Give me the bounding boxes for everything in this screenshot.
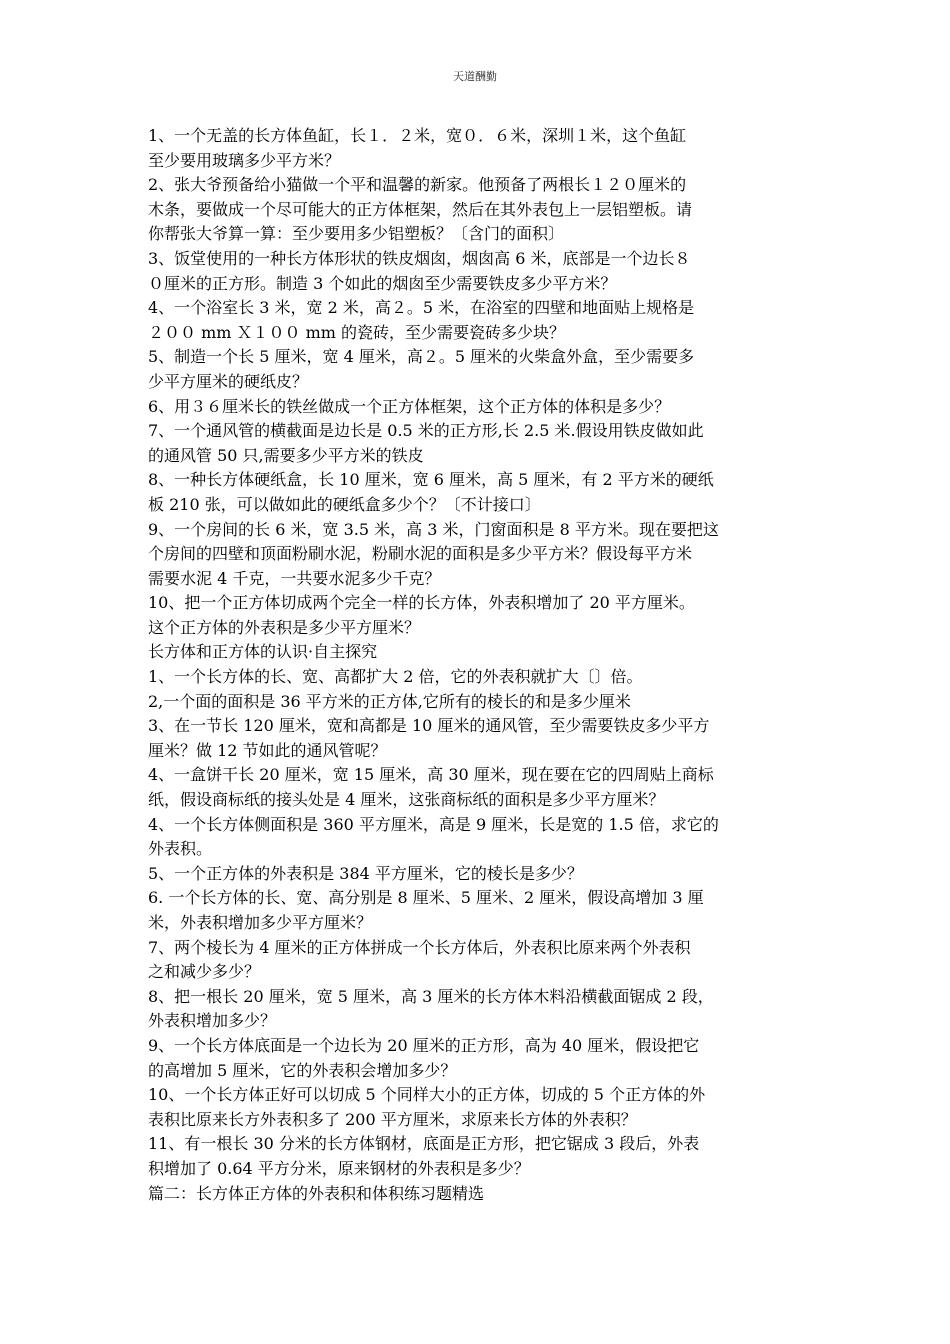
text-line: 5、一个正方体的外表积是 384 平方厘米，它的棱长是多少？ (148, 863, 583, 883)
text-line: 11、有一根长 30 分米的长方体钢材，底面是正方形，把它锯成 3 段后，外表 (148, 1134, 700, 1154)
text-line: 至少要用玻璃多少平方米？ (148, 150, 341, 170)
text-line: 木条，要做成一个尽可能大的正方体框架，然后在其外表包上一层铝塑板。请 (148, 199, 693, 219)
text-line: 这个正方体的外表积是多少平方厘米？ (148, 617, 421, 637)
text-line: ０厘米的正方形。制造 3 个如此的烟囱至少需要铁皮多少平方米？ (148, 273, 617, 293)
text-line: 积增加了 0.64 平方分米，原来钢材的外表积是多少？ (148, 1158, 530, 1178)
text-line: 7、一个通风管的横截面是边长是 0.5 米的正方形,长 2.5 米.假设用铁皮做如此 (148, 421, 704, 441)
text-line: 厘米？做 12 节如此的通风管呢？ (148, 740, 387, 760)
text-line: 8、一种长方体硬纸盒，长 10 厘米，宽 6 厘米，高 5 厘米，有 2 平方米的硬纸 (148, 470, 714, 490)
text-line: 6. 一个长方体的长、宽、高分别是 8 厘米、5 厘米、2 厘米，假设高增加 3 厘 (148, 888, 704, 908)
text-line: 8、把一根长 20 厘米，宽 5 厘米，高 3 厘米的长方体木料沿横截面锯成 2 段， (148, 986, 714, 1006)
text-line: 7、两个棱长为 4 厘米的正方体拼成一个长方体后，外表积比原来两个外表积 (148, 937, 691, 957)
text-line: 你帮张大爷算一算：至少要用多少铝塑板？〔含门的面积〕 (148, 224, 565, 244)
text-line: 4、一盒饼干长 20 厘米，宽 15 厘米，高 30 厘米，现在要在它的四周贴上商标 (148, 765, 714, 785)
text-line: 表积比原来长方外表积多了 200 平方厘米，求原来长方体的外表积？ (148, 1109, 637, 1129)
text-line: 需要水泥 4 千克，一共要水泥多少千克？ (148, 568, 441, 588)
text-line: 少平方厘米的硬纸皮？ (148, 371, 309, 391)
document-body (148, 124, 808, 1206)
text-line: 外表积。 (148, 839, 213, 859)
text-line: 3、饭堂使用的一种长方体形状的铁皮烟囱，烟囱高 6 米，底部是一个边长８ (148, 248, 691, 268)
text-line: 的通风管 50 只,需要多少平方米的铁皮 (148, 445, 424, 465)
text-line: 1、一个无盖的长方体鱼缸，长１．２米，宽０．６米，深圳１米，这个鱼缸 (148, 126, 687, 145)
text-line: 长方体和正方体的认识·自主探究 (148, 642, 378, 662)
text-line: 10、把一个正方体切成两个完全一样的长方体，外表积增加了 20 平方厘米。 (148, 593, 695, 613)
text-line: 9、一个房间的长 6 米，宽 3.5 米，高 3 米，门窗面积是 8 平方米。现在要把这 (148, 519, 719, 539)
text-line: 4、一个浴室长 3 米，宽 2 米，高２。5 米，在浴室的四壁和地面贴上规格是 (148, 298, 695, 318)
text-line: 个房间的四壁和顶面粉刷水泥，粉刷水泥的面积是多少平方米？假设每平方米 (148, 544, 693, 564)
text-line: 10、一个长方体正好可以切成 5 个同样大小的正方体，切成的 5 个正方体的外 (148, 1085, 706, 1105)
text-line: 纸，假设商标纸的接头处是 4 厘米，这张商标纸的面积是多少平方厘米？ (148, 790, 665, 810)
text-line: 米，外表积增加多少平方厘米？ (148, 913, 373, 932)
text-line: 1、一个长方体的长、宽、高都扩大 2 倍，它的外表积就扩大〔〕倍。 (148, 667, 643, 687)
text-line: 4、一个长方体侧面积是 360 平方厘米，高是 9 厘米，长是宽的 1.5 倍，求它的 (148, 814, 719, 834)
text-line: 3、在一节长 120 厘米，宽和高都是 10 厘米的通风管，至少需要铁皮多少平方 (148, 716, 710, 736)
text-line: 9、一个长方体底面是一个边长为 20 厘米的正方形，高为 40 厘米，假设把它 (148, 1035, 700, 1055)
text-line: 2,一个面的面积是 36 平方米的正方体,它所有的棱长的和是多少厘米 (148, 691, 631, 711)
text-line: 外表积增加多少？ (148, 1011, 277, 1031)
text-line: 之和减少多少？ (148, 962, 261, 982)
text-line: 6、用３６厘米长的铁丝做成一个正方体框架，这个正方体的体积是多少？ (148, 396, 671, 416)
text-line: 2、张大爷预备给小猫做一个平和温馨的新家。他预备了两根长１２０厘米的 (148, 175, 687, 195)
text-line: 5、制造一个长 5 厘米，宽 4 厘米，高２。5 厘米的火柴盒外盒，至少需要多 (148, 347, 695, 367)
page-header: 天道酬勤 (453, 70, 497, 83)
text-line: 板 210 张，可以做如此的硬纸盒多少个？〔不计接口〕 (148, 494, 541, 514)
text-line: 的高增加 5 厘米，它的外表积会增加多少？ (148, 1060, 457, 1080)
text-line: ２００ mm Ｘ１００ mm 的瓷砖，至少需要瓷砖多少块？ (148, 322, 566, 342)
text-line: 篇二：长方体正方体的外表积和体积练习题精选 (148, 1183, 485, 1203)
